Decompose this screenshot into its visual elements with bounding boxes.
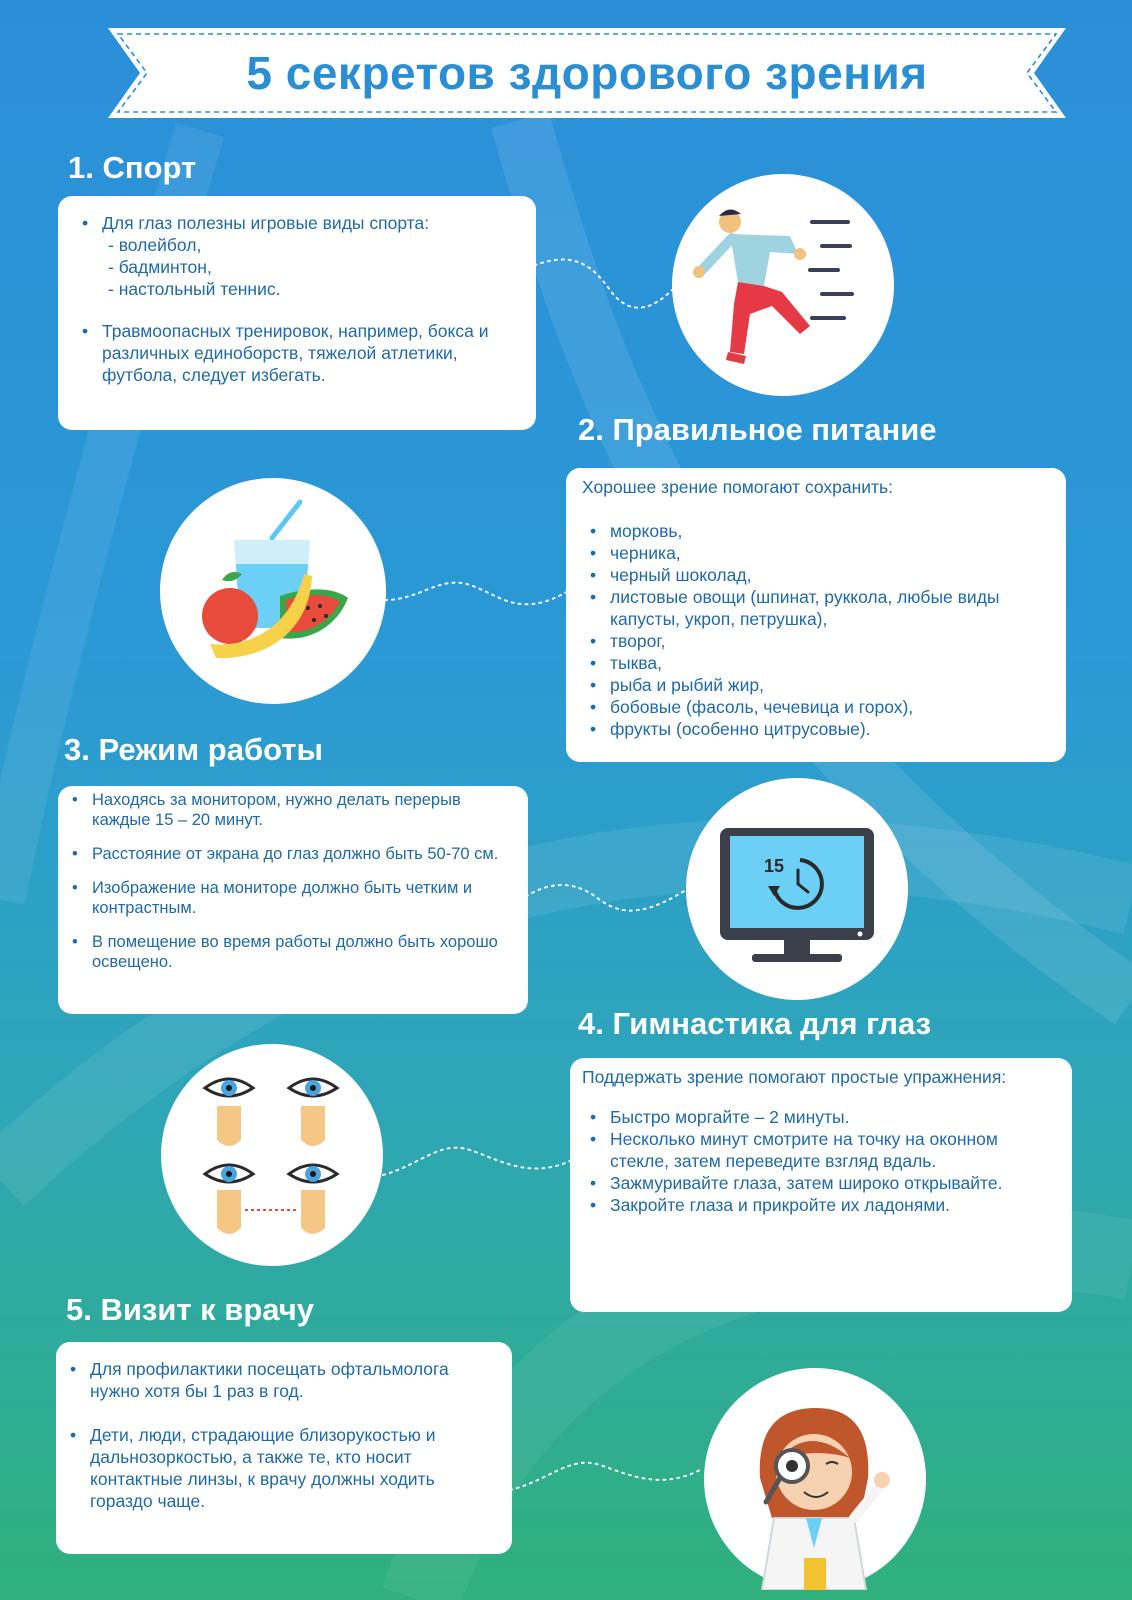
list-item: • Несколько минут смотрите на точку на оконном стекле, затем переведите взгляд вдаль. bbox=[582, 1128, 1056, 1172]
list-item: • тыква, bbox=[582, 652, 1050, 674]
sub-list-item: - волейбол, bbox=[108, 235, 202, 255]
list-item: • черный шоколад, bbox=[582, 564, 1050, 586]
title-banner bbox=[108, 28, 1066, 118]
sub-list-item: - бадминтон, bbox=[108, 257, 212, 277]
section-title-gym: 4. Гимнастика для глаз bbox=[578, 1006, 932, 1041]
list-item: • бобовые (фасоль, чечевица и горох), bbox=[582, 696, 1050, 718]
circle-sport bbox=[672, 174, 894, 396]
sub-list-item: - настольный теннис. bbox=[108, 279, 281, 299]
list-item: • черника, bbox=[582, 542, 1050, 564]
card-sport bbox=[58, 196, 536, 430]
list-item: • Дети, люди, страдающие близорукостью и дальнозоркостью, а также те, кто носит контактные линзы, к врачу должны ходить гораздо чаще. bbox=[62, 1424, 496, 1512]
monitor-timer-icon bbox=[686, 778, 908, 1000]
section-title-sport: 1. Спорт bbox=[68, 150, 197, 185]
card-intro: Хорошее зрение помогают сохранить: bbox=[582, 477, 894, 497]
eyes-and-hands-icon bbox=[161, 1044, 383, 1266]
list-item: • Травмоопасных тренировок, например, бокса и различных единоборств, тяжелой атлетики, футбола, следует избегать. bbox=[74, 320, 520, 386]
doctor-magnifier-icon bbox=[704, 1368, 926, 1590]
list-item: • листовые овощи (шпинат, руккола, любые виды капусты, укроп, петрушка), bbox=[582, 586, 1050, 630]
timer-label: 15 bbox=[764, 856, 785, 876]
circle-gym bbox=[161, 1044, 383, 1266]
list-item: • творог, bbox=[582, 630, 1050, 652]
card-work bbox=[58, 786, 528, 1014]
list-item: • Для профилактики посещать офтальмолога нужно хотя бы 1 раз в год. bbox=[62, 1358, 496, 1402]
list-item: • Для глаз полезны игровые виды спорта: bbox=[74, 212, 520, 234]
card-food bbox=[566, 468, 1066, 762]
list-item: • Быстро моргайте – 2 минуты. bbox=[582, 1106, 1056, 1128]
card-doctor bbox=[56, 1342, 512, 1554]
list-item: • морковь, bbox=[582, 520, 1050, 542]
list-item: • Находясь за монитором, нужно делать перерыв каждые 15 – 20 минут. bbox=[64, 790, 512, 830]
list-item: • рыба и рыбий жир, bbox=[582, 674, 1050, 696]
fruits-and-drink-icon bbox=[160, 478, 386, 704]
section-title-work: 3. Режим работы bbox=[64, 732, 323, 767]
list-item: • В помещение во время работы должно быть хорошо освещено. bbox=[64, 932, 512, 972]
list-item: • фрукты (особенно цитрусовые). bbox=[582, 718, 1050, 740]
list-item: • Закройте глаза и прикройте их ладонями. bbox=[582, 1194, 1056, 1216]
list-item: • Зажмуривайте глаза, затем широко открывайте. bbox=[582, 1172, 1056, 1194]
list-item: • Изображение на мониторе должно быть четким и контрастным. bbox=[64, 878, 512, 918]
section-title-doctor: 5. Визит к врачу bbox=[66, 1292, 314, 1327]
circle-food bbox=[160, 478, 386, 704]
running-man-icon bbox=[672, 174, 894, 396]
card-intro: Поддержать зрение помогают простые упражнения: bbox=[582, 1067, 1007, 1087]
list-item: • Расстояние от экрана до глаз должно быть 50-70 см. bbox=[64, 844, 512, 864]
page-title: 5 секретов здорового зрения bbox=[246, 47, 928, 99]
circle-doctor bbox=[704, 1368, 926, 1590]
circle-work bbox=[686, 778, 908, 1000]
card-gym bbox=[570, 1058, 1072, 1312]
section-title-food: 2. Правильное питание bbox=[578, 412, 937, 447]
